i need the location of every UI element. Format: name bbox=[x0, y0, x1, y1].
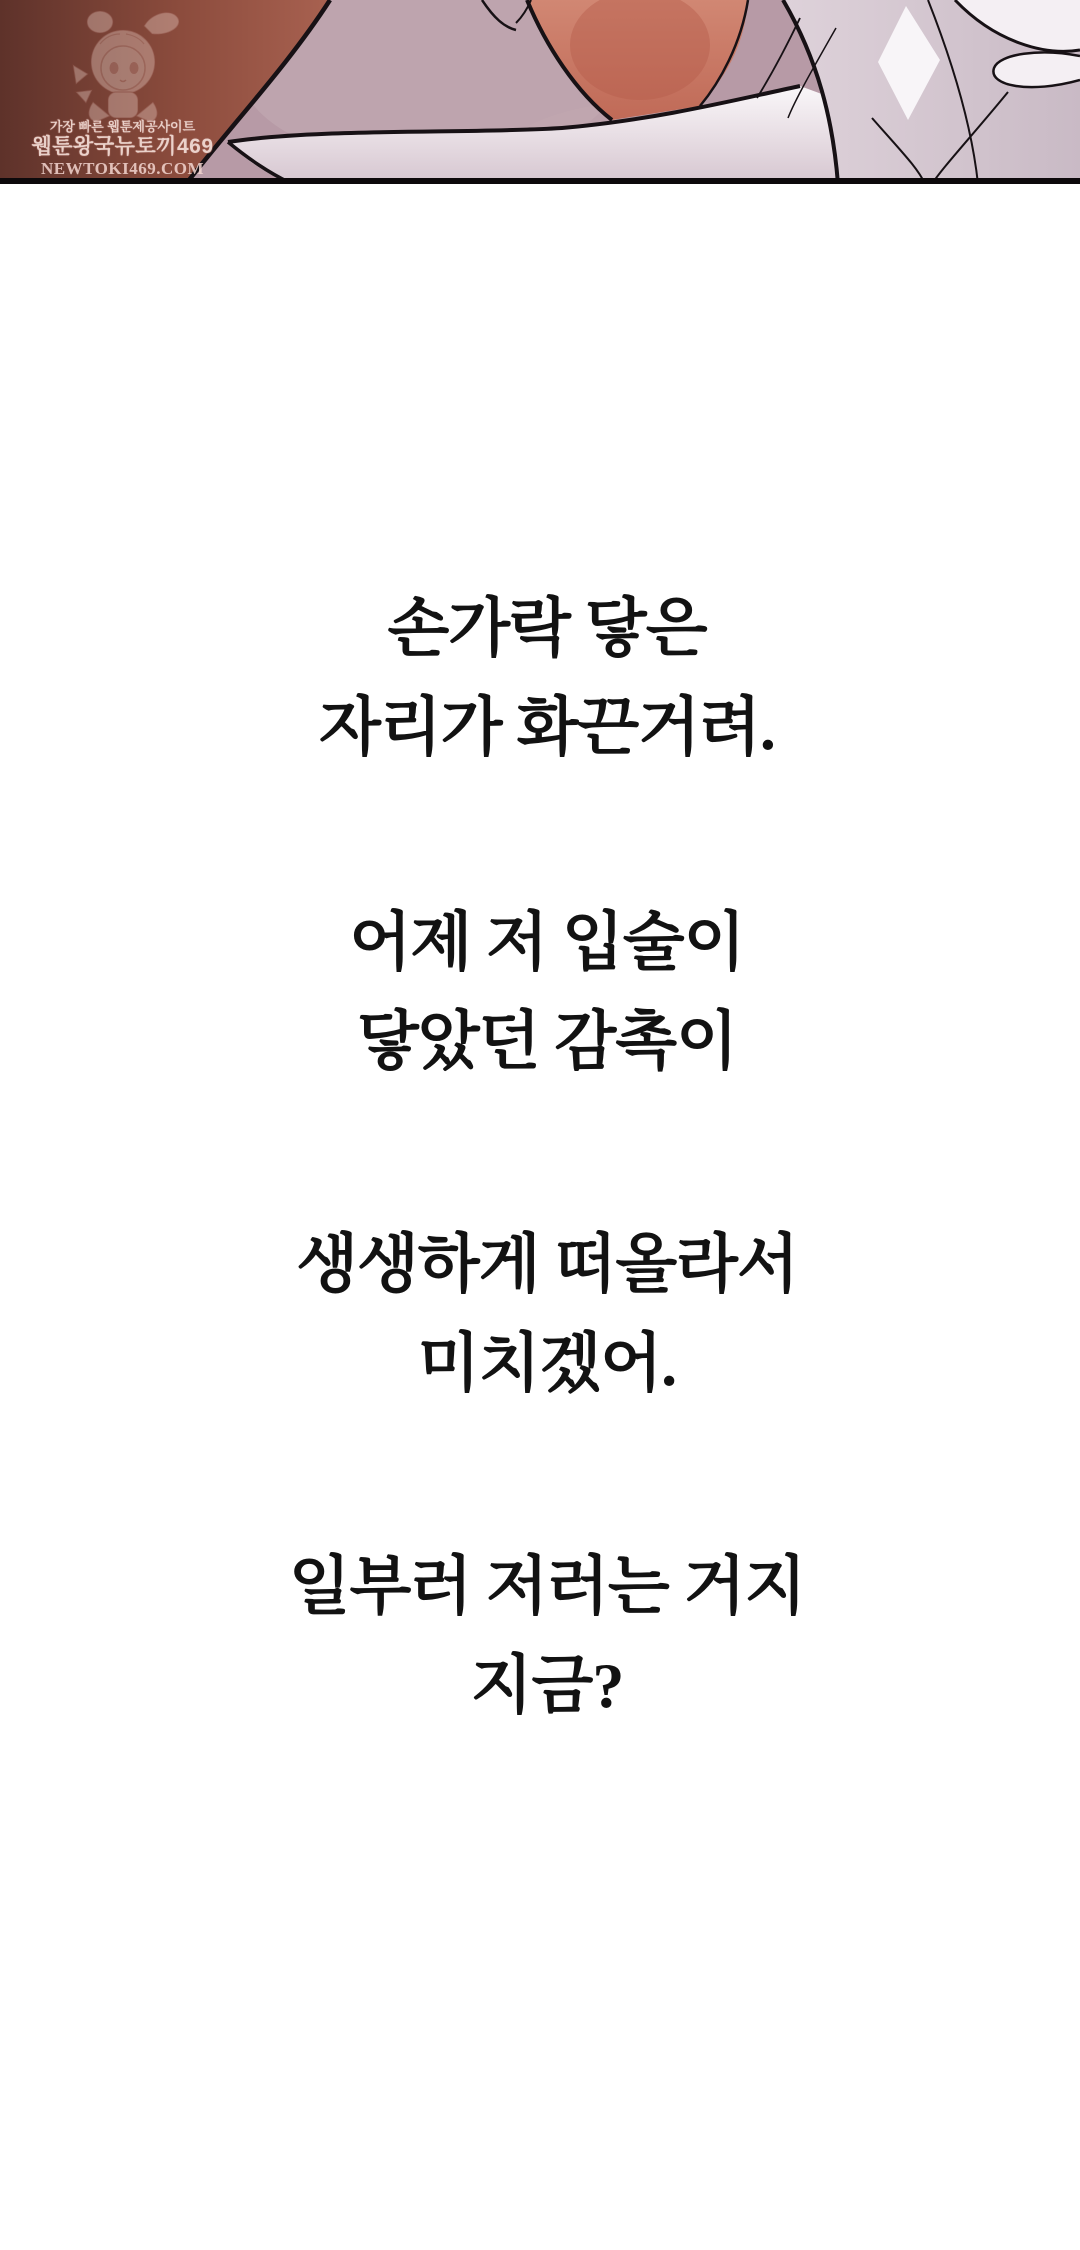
monologue-line: 손가락 닿은 bbox=[387, 593, 707, 664]
watermark-site-name: 웹툰왕국뉴토끼469 bbox=[31, 134, 214, 158]
monologue-line: 일부러 저러는 거지 bbox=[288, 1551, 806, 1622]
panel-border-bottom bbox=[0, 178, 1080, 184]
watermark-site-url: NEWTOKI469.COM bbox=[40, 159, 204, 179]
monologue-line: 자리가 화끈거려. bbox=[319, 692, 775, 763]
monologue-line: 어제 저 입술이 bbox=[349, 907, 745, 978]
collar-fold-hook bbox=[993, 52, 1080, 87]
monologue-line: 닿았던 감촉이 bbox=[357, 1006, 737, 1077]
monologue-block-3 bbox=[7, 1215, 1080, 1413]
monologue-line: 생생하게 떠올라서 bbox=[296, 1229, 798, 1300]
monologue-text bbox=[7, 579, 1080, 1735]
monologue-line: 지금? bbox=[470, 1650, 624, 1721]
monologue-block-4 bbox=[7, 1537, 1080, 1735]
watermark-tagline: 가장 빠른 웹툰제공사이트 bbox=[49, 119, 196, 134]
monologue-line: 미치겠어. bbox=[417, 1328, 677, 1399]
monologue-block-1 bbox=[7, 579, 1080, 777]
monologue-block-2 bbox=[7, 893, 1080, 1091]
artwork-illustration bbox=[0, 0, 1080, 184]
artwork-panel bbox=[0, 0, 1080, 184]
